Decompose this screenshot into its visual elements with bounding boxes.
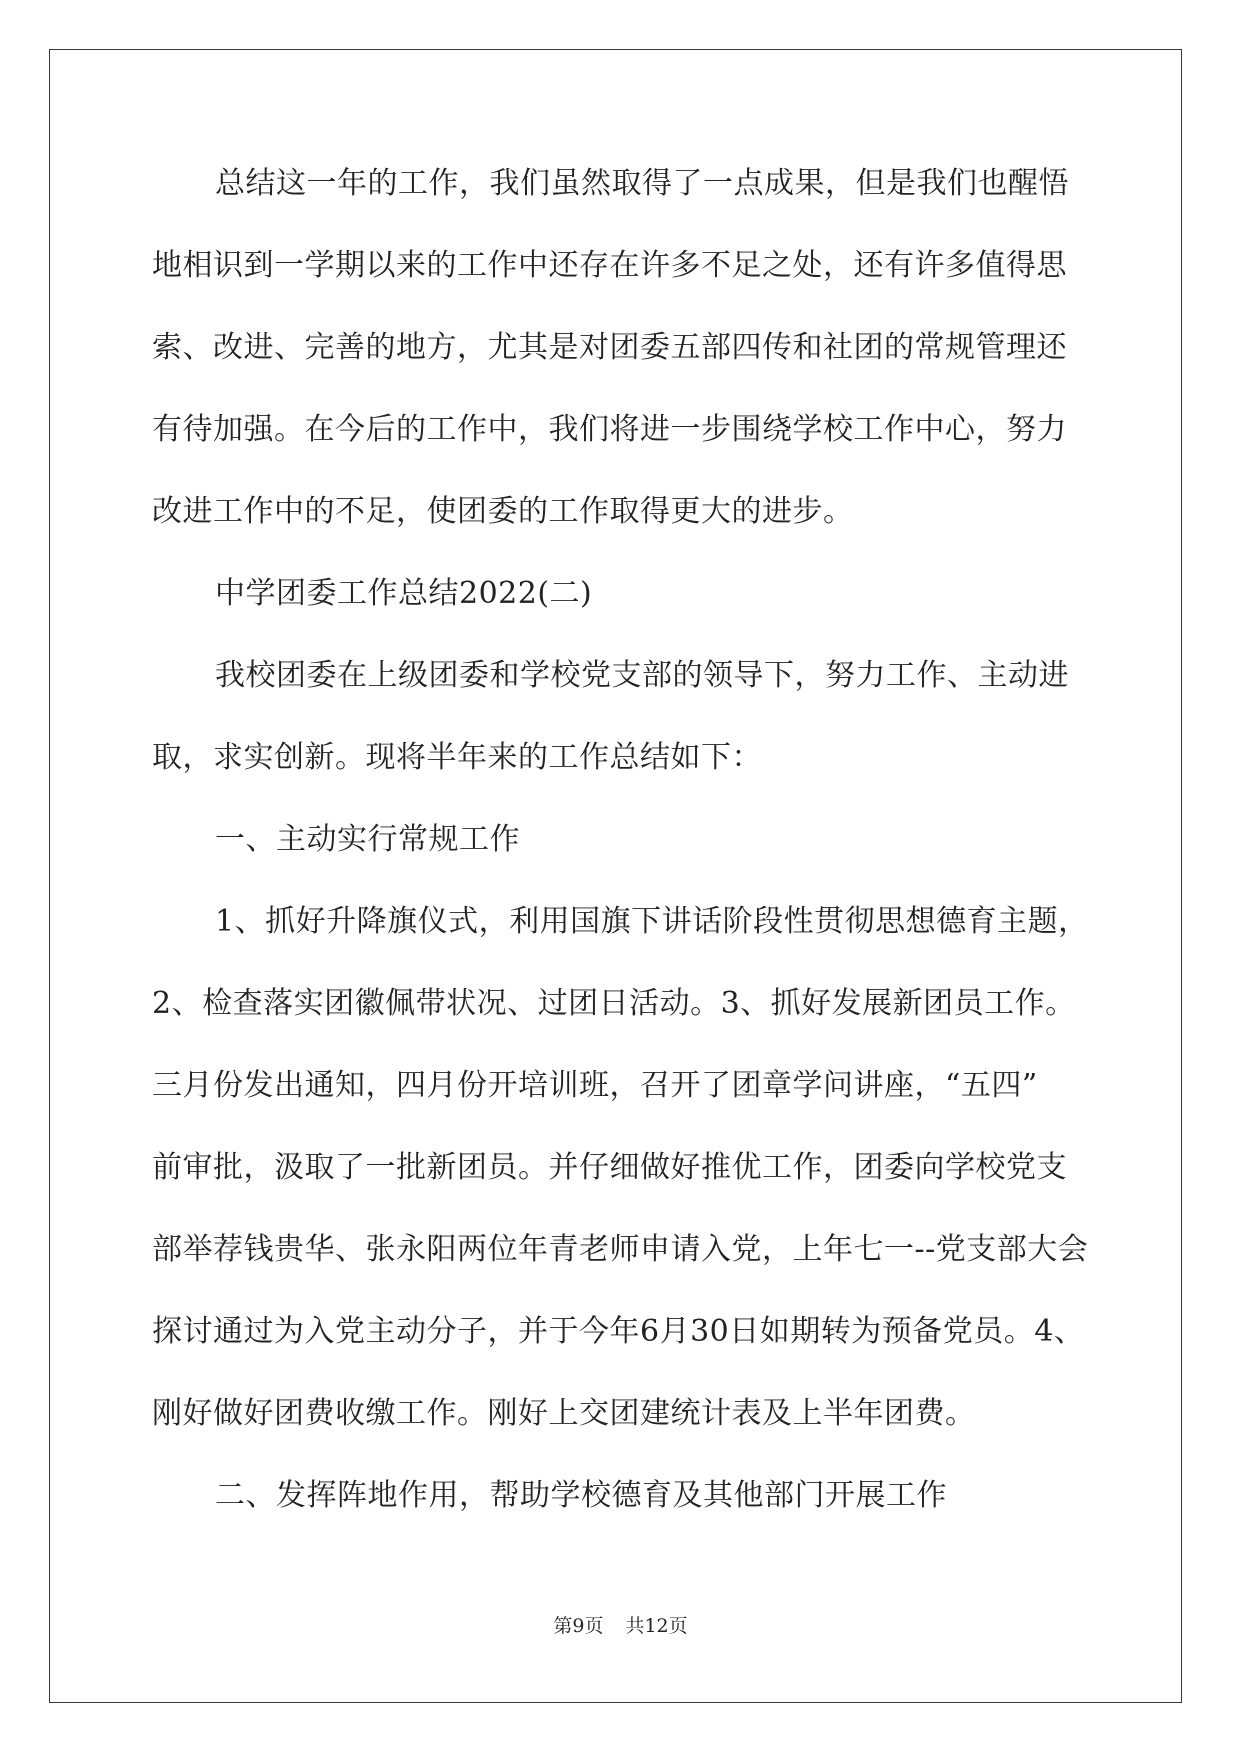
subsection-heading: 二、发挥阵地作用，帮助学校德育及其他部门开展工作 <box>215 1478 947 1513</box>
paragraph-line: 改进工作中的不足，使团委的工作取得更大的进步。 <box>152 494 854 529</box>
paragraph-line: 有待加强。在今后的工作中，我们将进一步围绕学校工作中心，努力 <box>152 412 1067 447</box>
paragraph-line: 刚好做好团费收缴工作。刚好上交团建统计表及上半年团费。 <box>152 1396 976 1431</box>
paragraph-line: 取，求实创新。现将半年来的工作总结如下： <box>152 740 762 775</box>
subsection-heading: 一、主动实行常规工作 <box>215 822 520 857</box>
paragraph-line: 1、抓好升降旗仪式，利用国旗下讲话阶段性贯彻思想德育主题， <box>215 904 1089 939</box>
paragraph-line: 索、改进、完善的地方，尤其是对团委五部四传和社团的常规管理还 <box>152 330 1067 365</box>
page-number: 第9页 <box>553 1615 604 1637</box>
paragraph-line: 三月份发出通知，四月份开培训班，召开了团章学问讲座，“五四” <box>152 1068 1038 1103</box>
paragraph-line: 前审批，汲取了一批新团员。并仔细做好推优工作，团委向学校党支 <box>152 1150 1067 1185</box>
paragraph-line: 2、检查落实团徽佩带状况、过团日活动。3、抓好发展新团员工作。 <box>152 986 1076 1021</box>
paragraph-line: 探讨通过为入党主动分子，并于今年6月30日如期转为预备党员。4、 <box>152 1314 1085 1349</box>
paragraph-line: 部举荐钱贵华、张永阳两位年青老师申请入党，上年七一--党支部大会 <box>152 1232 1089 1267</box>
page-total: 共12页 <box>625 1615 688 1637</box>
section-heading: 中学团委工作总结2022(二) <box>215 576 593 611</box>
page-footer <box>0 1614 1241 1638</box>
paragraph-line: 我校团委在上级团委和学校党支部的领导下，努力工作、主动进 <box>215 658 1069 693</box>
document-body <box>152 162 1092 1556</box>
paragraph-line: 总结这一年的工作，我们虽然取得了一点成果，但是我们也醒悟 <box>215 166 1069 201</box>
paragraph-line: 地相识到一学期以来的工作中还存在许多不足之处，还有许多值得思 <box>152 248 1067 283</box>
